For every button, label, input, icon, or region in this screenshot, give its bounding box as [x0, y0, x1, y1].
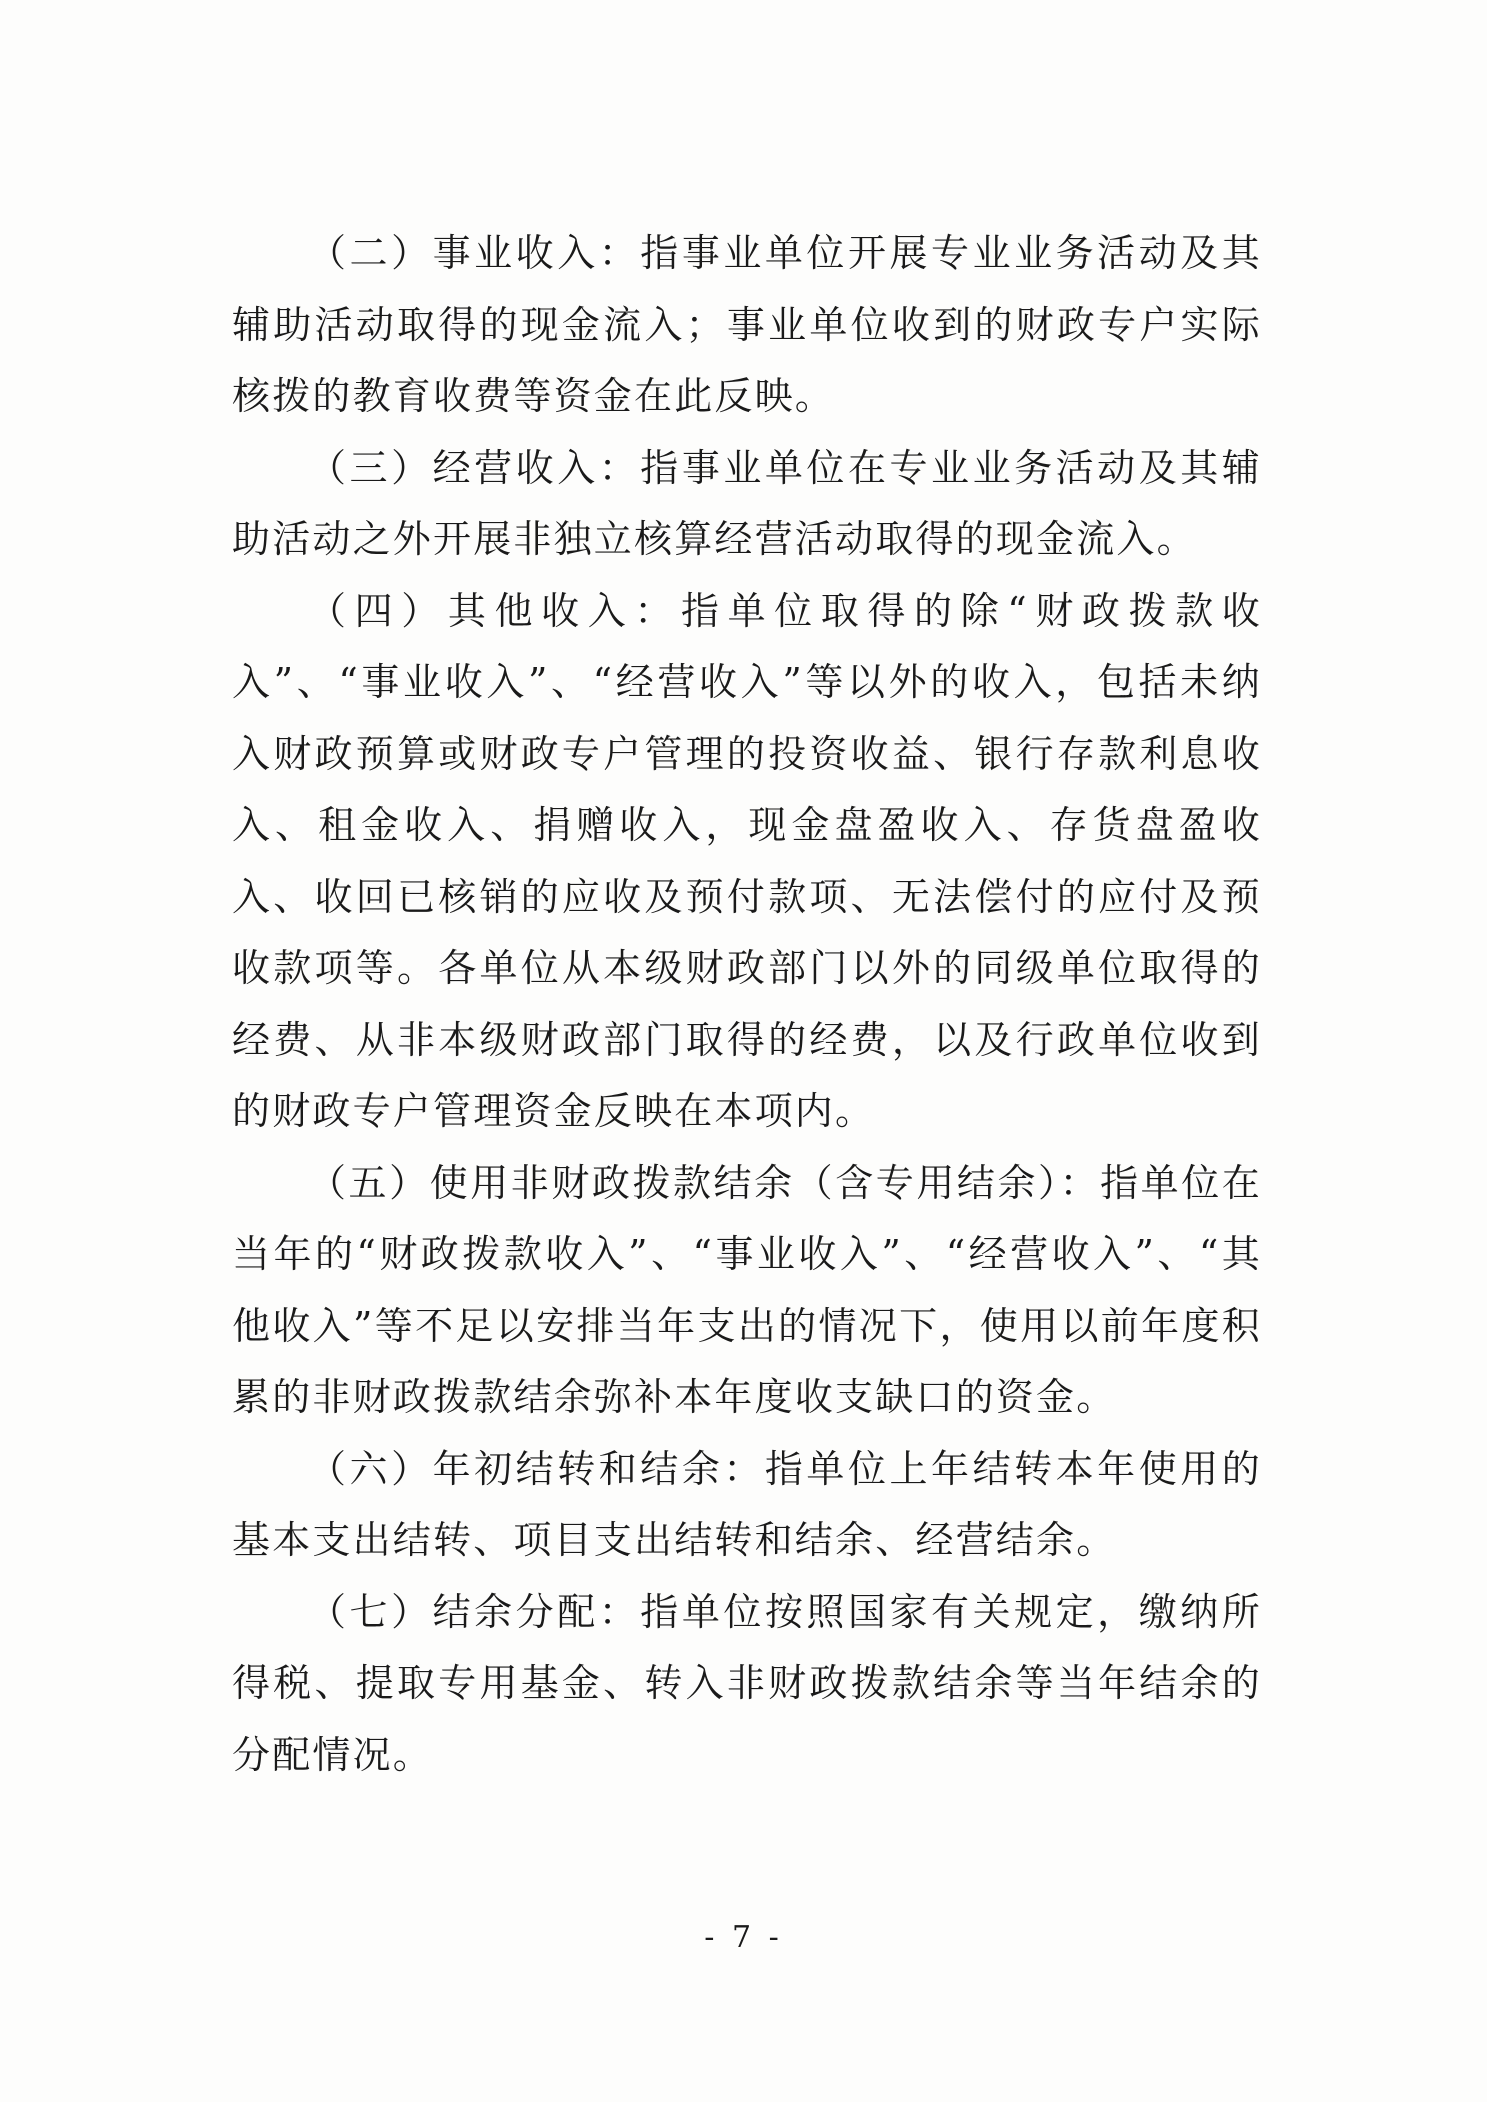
paragraph-opening-carryover: （六）年初结转和结余：指单位上年结转本年使用的基本支出结转、项目支出结转和结余、经营结余。: [232, 1446, 1262, 1562]
paragraph-use-of-non-fiscal-balance: （五）使用非财政拨款结余（含专用结余）：指单位在当年的“财政拨款收入”、“事业收入”、“经营收入”、“其他收入”等不足以安排当年支出的情况下，使用以前年度积累的非财政拨款结余弥补本年度收支缺口的资金。: [232, 1160, 1262, 1419]
paragraph-career-income: （二）事业收入：指事业单位开展专业业务活动及其辅助活动取得的现金流入；事业单位收到的财政专户实际核拨的教育收费等资金在此反映。: [232, 231, 1262, 418]
document-body: [232, 218, 1262, 1791]
paragraph-other-income: （四）其他收入：指单位取得的除“财政拨款收入”、“事业收入”、“经营收入”等以外的收入，包括未纳入财政预算或财政专户管理的投资收益、银行存款利息收入、租金收入、捐赠收入，现金盘盈收入、存货盘盈收入、收回已核销的应收及预付款项、无法偿付的应付及预收款项等。各单位从本级财政部门以外的同级单位取得的经费、从非本级财政部门取得的经费，以及行政单位收到的财政专户管理资金反映在本项内。: [232, 588, 1262, 1133]
page-number: - 7 -: [704, 1920, 783, 1955]
paragraph-surplus-distribution: （七）结余分配：指单位按照国家有关规定，缴纳所得税、提取专用基金、转入非财政拨款结余等当年结余的分配情况。: [232, 1589, 1262, 1777]
paragraph-operating-income: （三）经营收入：指事业单位在专业业务活动及其辅助活动之外开展非独立核算经营活动取得的现金流入。: [232, 445, 1262, 561]
